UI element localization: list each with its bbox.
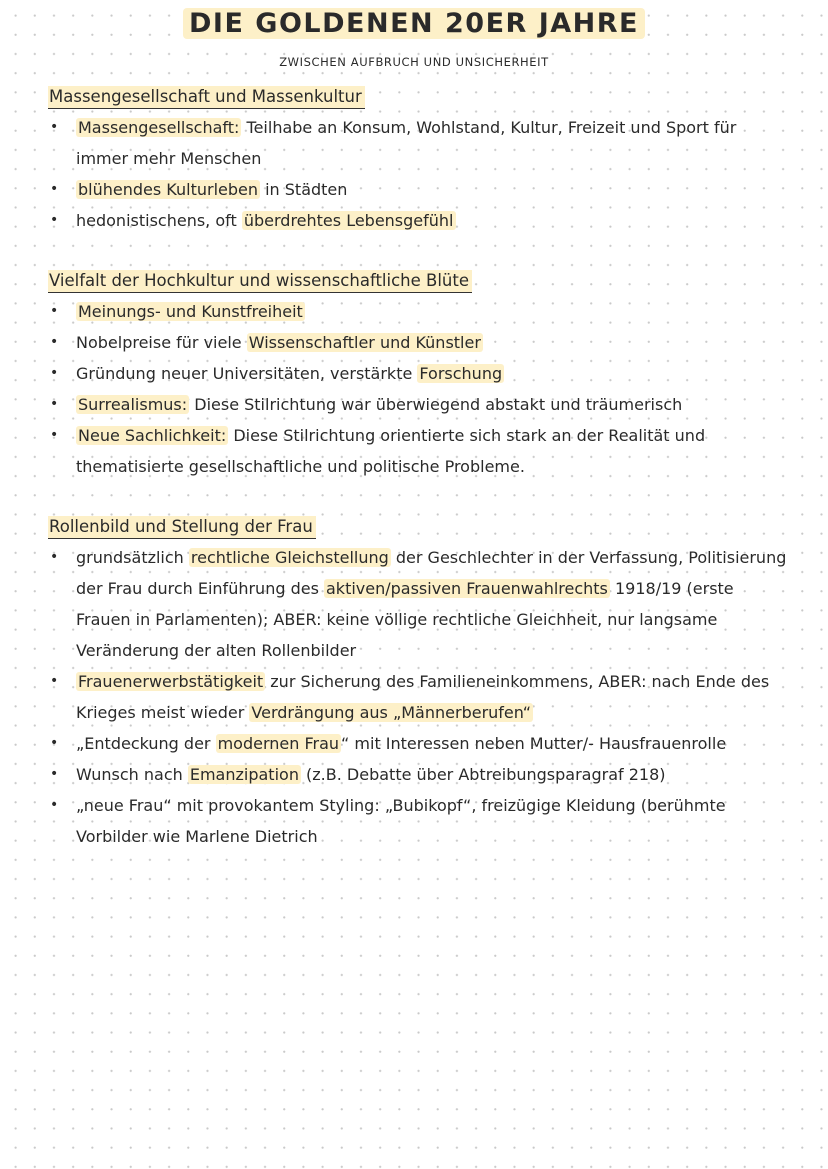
section-women-role (48, 516, 788, 852)
list-item: • hedonistischens, oft überdrehtes Lebensgefühl (48, 205, 788, 236)
list-item: • Frauenerwerbstätigkeit zur Sicherung des Familieneinkommens, ABER: nach Ende des Krieges meist wieder Verdrängung aus „Männerberufen“ (48, 666, 788, 728)
section-high-culture (48, 270, 788, 482)
page-title: DIE GOLDENEN 20ER JAHRE (0, 8, 828, 39)
section-heading: Rollenbild und Stellung der Frau (48, 516, 316, 539)
list-item: • Gründung neuer Universitäten, verstärkte Forschung (48, 358, 788, 389)
bullet-list (48, 296, 788, 482)
page-subtitle: ZWISCHEN AUFBRUCH UND UNSICHERHEIT (279, 55, 549, 69)
list-item: • Neue Sachlichkeit: Diese Stilrichtung orientierte sich stark an der Realität und thematisierte gesellschaftliche und politische Probleme. (48, 420, 788, 482)
bullet-list (48, 542, 788, 852)
bullet-list (48, 112, 788, 236)
list-item: • Surrealismus: Diese Stilrichtung war überwiegend abstakt und träumerisch (48, 389, 788, 420)
section-heading: Massengesellschaft und Massenkultur (48, 86, 365, 109)
list-item: • „neue Frau“ mit provokantem Styling: „Bubikopf“, freizügige Kleidung (berühmte Vorbilder wie Marlene Dietrich (48, 790, 788, 852)
list-item: • Meinungs- und Kunstfreiheit (48, 296, 788, 327)
section-heading: Vielfalt der Hochkultur und wissenschaftliche Blüte (48, 270, 472, 293)
list-item: • „Entdeckung der modernen Frau “ mit Interessen neben Mutter/- Hausfrauenrolle (48, 728, 788, 759)
list-item: • grundsätzlich rechtliche Gleichstellung der Geschlechter in der Verfassung, Politisierung der Frau durch Einführung des aktiven/passiven Frauenwahlrechts 1918/19 (erste Frauen in Parlamenten); ABER: keine völlige rechtliche Gleichheit, nur langsame Veränderung der alten Rollenbilder (48, 542, 788, 666)
list-item: • Wunsch nach Emanzipation (z.B. Debatte über Abtreibungsparagraf 218) (48, 759, 788, 790)
list-item: • Massengesellschaft: Teilhabe an Konsum, Wohlstand, Kultur, Freizeit und Sport für immer mehr Menschen (48, 112, 788, 174)
list-item: • blühendes Kulturleben in Städten (48, 174, 788, 205)
section-mass-society (48, 86, 788, 236)
list-item: • Nobelpreise für viele Wissenschaftler und Künstler (48, 327, 788, 358)
